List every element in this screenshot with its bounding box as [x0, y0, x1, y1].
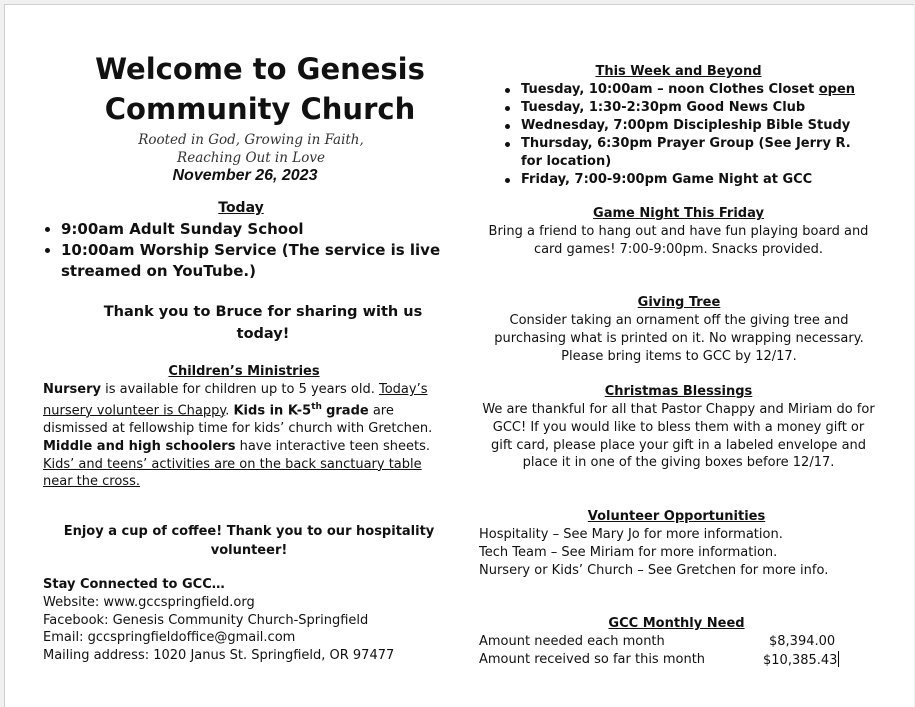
monthly-need-section: [479, 615, 874, 669]
amount-received-row: [479, 651, 874, 669]
giving-tree-text: Consider taking an ornament off the giving tree and purchasing what is printed on it. No wrapping necessary. Please bring items to GCC by 12/17.: [494, 313, 864, 364]
amount-received-label: Amount received so far this month: [479, 652, 706, 667]
open-link[interactable]: open: [818, 82, 856, 97]
tagline-line-2: Reaching Out in Love: [177, 150, 325, 166]
christmas-blessings-section: [481, 383, 876, 472]
christmas-heading: Christmas Blessings: [604, 384, 753, 399]
contact-facebook: Facebook: Genesis Community Church-Springfield: [43, 612, 369, 628]
list-item: Tuesday, 1:30-2:30pm Good News Club: [501, 99, 876, 117]
today-heading: Today: [218, 200, 264, 216]
list-item: 10:00am Worship Service (The service is live streamed on YouTube.): [41, 240, 441, 282]
today-list: [41, 219, 441, 282]
today-section: [41, 199, 441, 282]
amount-needed-value: $8,394.00: [769, 634, 836, 649]
childrens-heading: Children’s Ministries: [168, 364, 320, 379]
bulletin-date: November 26, 2023: [172, 167, 318, 184]
list-item: Tuesday, 10:00am – noon Clothes Closet open: [501, 81, 876, 99]
contact-website: Website: www.gccspringfield.org: [43, 594, 255, 610]
childrens-text: Nursery is available for children up to 5 years old. Today’s nursery volunteer is Chappy. Kids in K-5th grade are dismissed at fellowship time for kids’ church with Gretchen. Middle and high schoolers have interactive teen sheets. Kids’ and teens’ activities are on the back sanctuary table near the cross.: [43, 382, 433, 490]
this-week-list: [501, 81, 876, 189]
contact-heading: Stay Connected to GCC…: [43, 577, 225, 592]
amount-received-value: $10,385.43: [763, 653, 838, 668]
giving-tree-heading: Giving Tree: [637, 295, 721, 310]
game-night-heading: Game Night This Friday: [593, 206, 764, 221]
tagline-line-1: Rooted in God, Growing in Faith,: [138, 132, 364, 148]
game-night-text: Bring a friend to hang out and have fun playing board and card games! 7:00-9:00pm. Snacks provided.: [488, 224, 869, 257]
this-week-heading: This Week and Beyond: [595, 64, 762, 79]
monthly-need-heading: GCC Monthly Need: [608, 616, 745, 631]
contact-mailing-address: Mailing address: 1020 Janus St. Springfield, OR 97477: [43, 648, 395, 664]
contact-section: [43, 576, 463, 665]
title-line-1: Welcome to Genesis: [95, 52, 425, 86]
volunteer-line: Tech Team – See Miriam for more information.: [479, 544, 778, 560]
coffee-message: Enjoy a cup of coffee! Thank you to our hospitality volunteer!: [63, 524, 435, 558]
volunteer-line: Nursery or Kids’ Church – See Gretchen for more info.: [479, 562, 829, 578]
list-item: Friday, 7:00-9:00pm Game Night at GCC: [501, 171, 876, 189]
volunteer-line: Hospitality – See Mary Jo for more information.: [479, 527, 783, 542]
giving-tree-section: [479, 294, 879, 365]
thanks-message: Thank you to Bruce for sharing with us today!: [103, 304, 423, 342]
tagline: [101, 131, 401, 167]
volunteer-heading: Volunteer Opportunities: [587, 509, 766, 524]
list-item: 9:00am Adult Sunday School: [41, 219, 441, 240]
childrens-ministries-section: [43, 363, 445, 491]
document-page: [4, 4, 914, 707]
text-cursor: [838, 651, 839, 667]
list-item: Thursday, 6:30pm Prayer Group (See Jerry R. for location): [501, 135, 876, 171]
game-night-section: [481, 205, 876, 259]
list-item: Wednesday, 7:00pm Discipleship Bible Study: [501, 117, 876, 135]
title-line-2: Community Church: [104, 92, 416, 126]
page-title: [65, 49, 455, 129]
this-week-section: [481, 63, 876, 189]
christmas-text: We are thankful for all that Pastor Chappy and Miriam do for GCC! If you would like to bless them with a money gift or gift card, please place your gift in a labeled envelope and place it in one of the giving boxes before 12/17.: [482, 402, 875, 471]
amount-needed-label: Amount needed each month: [479, 634, 665, 649]
contact-email: Email: gccspringfieldoffice@gmail.com: [43, 630, 296, 646]
amount-needed-row: [479, 633, 874, 651]
volunteer-section: [479, 508, 874, 579]
